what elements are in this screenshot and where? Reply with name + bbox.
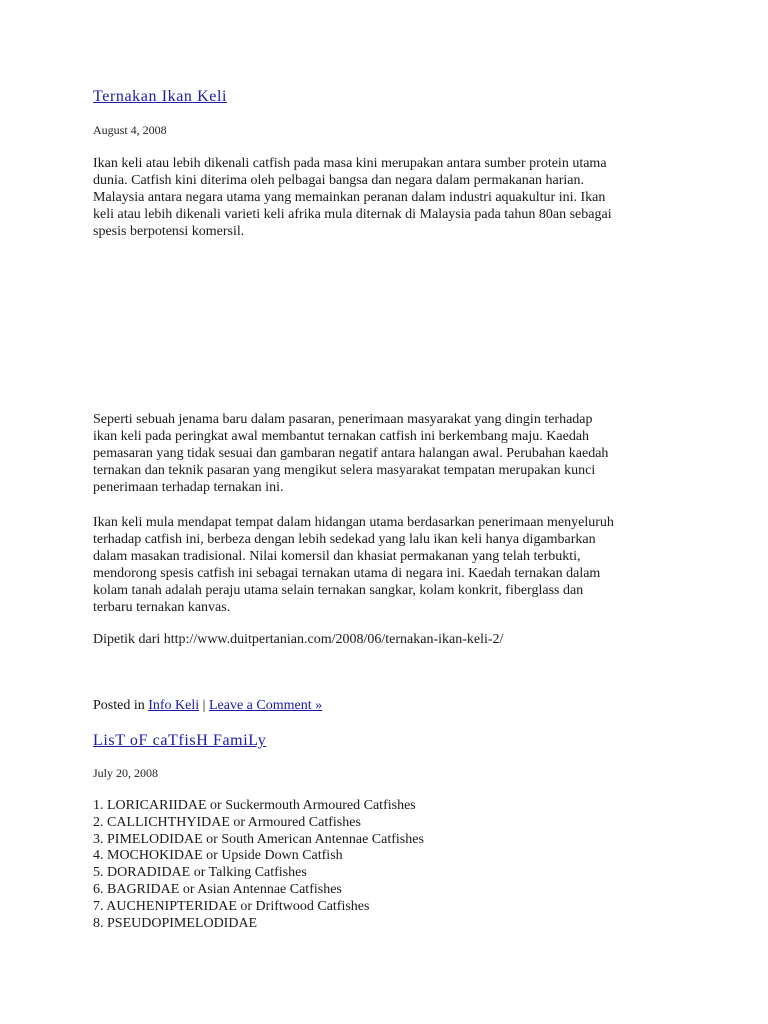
list-item: 4. MOCHOKIDAE or Upside Down Catfish — [93, 848, 343, 864]
list-item: 8. PSEUDOPIMELODIDAE — [93, 915, 258, 931]
leave-comment-link[interactable]: Leave a Comment » — [208, 698, 323, 713]
post-date: August 4, 2008 — [93, 123, 167, 137]
list-item: 5. DORADIDAE or Talking Catfishes — [93, 865, 307, 881]
list-item: 3. PIMELODIDAE or South American Antennae Catfishes — [93, 831, 424, 847]
post-title-ternakan-ikan-keli[interactable]: Ternakan Ikan Keli — [93, 88, 228, 105]
category-link-info-keli[interactable]: Info Keli — [148, 698, 200, 713]
list-item: 7. AUCHENIPTERIDAE or Driftwood Catfishes — [93, 898, 370, 914]
post-date: July 20, 2008 — [93, 766, 159, 780]
post-paragraph-2: Seperti sebuah jenama baru dalam pasaran, penerimaan masyarakat yang dingin terhadap ikan keli pada peringkat awal membantut ternakan catfish ini berkembang maju. Kaedah pemasaran yang tidak sesuai dan gambaran negatif antara halangan awal. Perubahan kaedah ternakan dan teknik pasaran yang mengikut selera masyarakat tempatan merupakan kunci penerimaan terhadap ternakan ini. — [93, 412, 609, 495]
list-item: 2. CALLICHTHYIDAE or Armoured Catfishes — [93, 814, 361, 830]
posted-in-label: Posted in — [93, 698, 145, 713]
post-paragraph-1: Ikan keli atau lebih dikenali catfish pada masa kini merupakan antara sumber protein utama dunia. Catfish kini diterima oleh pelbagai bangsa dan negara dalam permakanan harian. Malaysia antara negara utama yang memainkan peranan dalam industri aquakultur ini. Ikan keli atau lebih dikenali varieti keli afrika mula diternak di Malaysia pada tahun 80an sebagai spesis berpotensi komersil. — [93, 156, 612, 239]
post-source: Dipetik dari http://www.duitpertanian.com/2008/06/ternakan-ikan-keli-2/ — [93, 632, 504, 647]
post-meta — [93, 697, 322, 714]
catfish-family-list — [93, 798, 424, 932]
post-paragraph-3: Ikan keli mula mendapat tempat dalam hidangan utama berdasarkan penerimaan menyeluruh terhadap catfish ini, berbeza dengan lebih sedekad yang lalu ikan keli hanya digambarkan dalam masakan tradisional. Nilai komersil dan khasiat permakanan yang telah terbukti, mendorong spesis catfish ini sebagai ternakan utama di negara ini. Kaedah ternakan dalam kolam tanah adalah peraju utama selain ternakan sangkar, kolam konkrit, fiberglass dan terbaru ternakan kanvas. — [93, 515, 614, 615]
list-item: 6. BAGRIDAE or Asian Antennae Catfishes — [93, 881, 342, 897]
list-item: 1. LORICARIIDAE or Suckermouth Armoured Catfishes — [93, 798, 416, 813]
post-title-catfish-family[interactable]: LisT oF caTfisH FamiLy — [93, 732, 267, 749]
meta-separator: | — [202, 698, 206, 713]
